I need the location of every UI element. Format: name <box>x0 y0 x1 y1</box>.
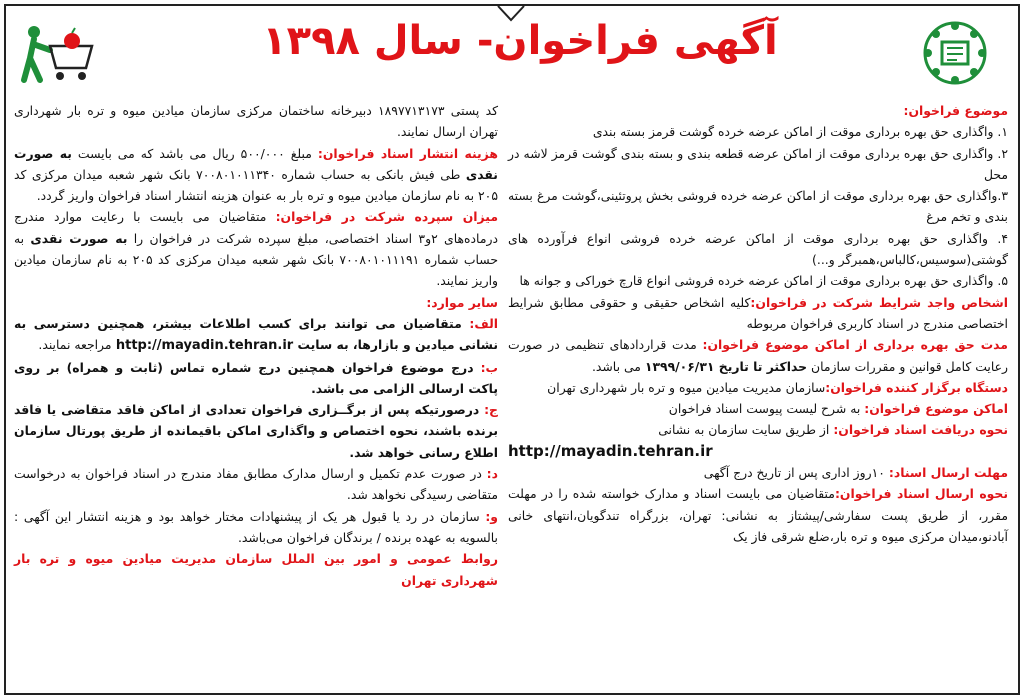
deposit-paragraph <box>14 206 498 291</box>
header <box>0 0 1024 90</box>
deposit-text: متقاضیان می بایست با رعایت موارد مندرج درماده‌های ۲و۳ اسناد اختصاصی، مبلغ سپرده شرکت در فراخوان را <box>14 209 498 246</box>
duration-date: حداکثر تا تاریخ ۱۳۹۹/۰۶/۳۱ <box>644 358 808 374</box>
subject-item-2: ۲. واگذاری حق بهره برداری موقت از اماکن عرضه قطعه بندی و بسته بندی گوشت قرمز لاشه در محل <box>508 145 1008 182</box>
fee-heading: هزینه انتشار اسناد فراخوان: <box>317 145 498 161</box>
deadline-heading: مهلت ارسال اسناد: <box>888 465 1008 481</box>
receive-paragraph <box>508 419 1008 440</box>
organizer-paragraph <box>508 377 1008 398</box>
item-vav <box>14 506 498 549</box>
jim-text: درصورتیکه پس از برگــزاری فراخوان تعدادی از اماکن فاقد متقاضی یا فاقد برنده باشند، نحوه اختصاص و واگذاری اماکن باقیمانده از طریق پورتال سازمان اطلاع رسانی خواهد شد. <box>14 402 498 460</box>
alef-link[interactable]: http://mayadin.tehran.ir <box>115 338 294 354</box>
item-jim <box>14 399 498 463</box>
organizer-text: سازمان مدیریت میادین میوه و تره بار شهرداری تهران <box>547 379 826 395</box>
alef-text: متقاضیان می توانند برای کسب اطلاعات بیشتر، همچنین دسترسی به نشانی میادین و بازارها، به سایت <box>14 315 498 353</box>
be-text: درج موضوع فراخوان همچنین درج شماره تماس (ثابت و همراه) بر روی پاکت ارسالی الزامی می باشد. <box>14 359 498 396</box>
jim-label: ج: <box>484 402 498 418</box>
shopping-cart-person-icon <box>20 24 96 84</box>
eligible-heading: اشخاص واجد شرایط شرکت در فراخوان: <box>750 294 1008 310</box>
signature: روابط عمومی و امور بین الملل سازمان مدیریت میادین میوه و تره بار شهرداری تهران <box>14 551 498 588</box>
alef-label: الف: <box>469 315 498 331</box>
alef-end: مراجعه نمایند. <box>38 337 112 353</box>
item-dal <box>14 463 498 506</box>
duration-heading: مدت حق بهره برداری از اماکن موضوع فراخوان: <box>702 337 1008 353</box>
send-text: متقاضیان می بایست اسناد و مدارک خواسته شده را در مهلت مقرر، از طریق پست سفارشی/پیشتاز به نشانی: تهران، بزرگراه تندگویان،انتهای خانی آبادنو،میدان مرکزی میوه و تره بار،ضلع شرقی فاز یک <box>508 486 1008 544</box>
left-column <box>14 100 498 591</box>
other-heading: سایر موارد: <box>426 294 498 310</box>
receive-text: از طریق سایت سازمان به نشانی <box>658 422 830 438</box>
dal-text: در صورت عدم تکمیل و ارسال مدارک مطابق مفاد مندرج در اسناد فراخوان به درخواست متقاضی رسیدگی نخواهد شد. <box>14 466 498 503</box>
deposit-heading: میزان سپرده شرکت در فراخوان: <box>275 209 498 225</box>
vav-label: و: <box>485 508 498 524</box>
fee-cash: به صورت نقدی <box>14 145 498 182</box>
item-be <box>14 357 498 400</box>
right-column <box>508 100 1008 547</box>
eligible-paragraph <box>508 292 1008 335</box>
tehran-municipality-logo-icon <box>920 18 990 88</box>
fee-text: مبلغ ۵۰۰/۰۰۰ ریال می باشد که می بایست <box>77 145 312 161</box>
places-paragraph <box>508 398 1008 419</box>
receive-heading: نحوه دریافت اسناد فراخوان: <box>833 422 1008 438</box>
subject-heading: موضوع فراخوان: <box>903 103 1008 118</box>
subject-item-4: ۴. واگذاری حق بهره برداری موقت از اماکن عرضه خرده فروشی انواع فرآورده های گوشتی(سوسیس،کالباس،همبرگر و...) <box>508 230 1008 268</box>
website-line <box>508 441 1008 462</box>
places-heading: اماکن موضوع فراخوان: <box>864 401 1008 417</box>
organizer-heading: دستگاه برگزار کننده فراخوان: <box>825 379 1008 395</box>
postal-paragraph: کد پستی ۱۸۹۷۷۱۳۱۷۳ دبیرخانه ساختمان مرکزی سازمان میادین میوه و تره بار شهرداری تهران ارسال نمایند. <box>14 103 498 140</box>
duration-paragraph <box>508 334 1008 377</box>
subject-item-3: ۳.واگذاری حق بهره برداری موقت از اماکن عرضه خرده فروشی بخش پروتئینی،گوشت مرغ بسته بندی و تخم مرغ <box>508 188 1008 225</box>
subject-item-1: ۱. واگذاری حق بهره برداری موقت از اماکن عرضه خرده گوشت قرمز بسته بندی <box>592 124 1008 140</box>
send-heading: نحوه ارسال اسناد فراخوان: <box>834 486 1009 502</box>
deposit-text-2: به حساب شماره ۷۰۰۸۰۱۰۱۱۱۹۱ بانک شهر شعبه میدان مرکزی کد ۲۰۵ به نام سازمان میادین واریز نمایند. <box>14 230 498 289</box>
item-alef <box>14 313 498 357</box>
eligible-text: کلیه اشخاص حقیقی و حقوقی مطابق شرایط اختصاصی مندرج در اسناد کاربری فراخوان مربوطه <box>508 294 1008 331</box>
be-label: ب: <box>480 359 498 375</box>
send-paragraph <box>508 483 1008 547</box>
dal-label: د: <box>486 466 498 482</box>
deposit-cash: به صورت نقدی <box>30 230 128 246</box>
duration-end: می باشد. <box>591 358 641 374</box>
fee-text-2: طی فیش بانکی به حساب شماره ۷۰۰۸۰۱۰۱۱۳۴۰ بانک شهر شعبه میدان مرکزی کد ۲۰۵ به نام سازمان میادین میوه و تره بار به عنوان هزینه انتشار اسناد فراخوان واریز گردد. <box>14 166 498 204</box>
page-title: آگهی فراخوان- سال ۱۳۹۸ <box>262 18 778 64</box>
places-text: به شرح لیست پیوست اسناد فراخوان <box>668 401 861 417</box>
deadline-paragraph <box>508 462 1008 483</box>
deadline-text: ۱۰روز اداری پس از تاریخ درج آگهی <box>703 465 885 481</box>
fee-paragraph <box>14 143 498 207</box>
duration-text: مدت قراردادهای تنظیمی در صورت رعایت کامل قوانین و مقررات سازمان <box>508 337 1008 374</box>
vav-text: سازمان در رد یا قبول هر یک از پیشنهادات مختار خواهد بود و هزینه انتشار این آگهی : بالسویه به عهده برنده / برندگان فراخوان می‌باشد. <box>14 508 498 545</box>
subject-item-5: ۵. واگذاری حق بهره برداری موقت از اماکن عرضه خرده فروشی انواع قارچ خوراکی و جوانه ها <box>519 273 1008 289</box>
website-link[interactable]: http://mayadin.tehran.ir <box>508 441 713 460</box>
